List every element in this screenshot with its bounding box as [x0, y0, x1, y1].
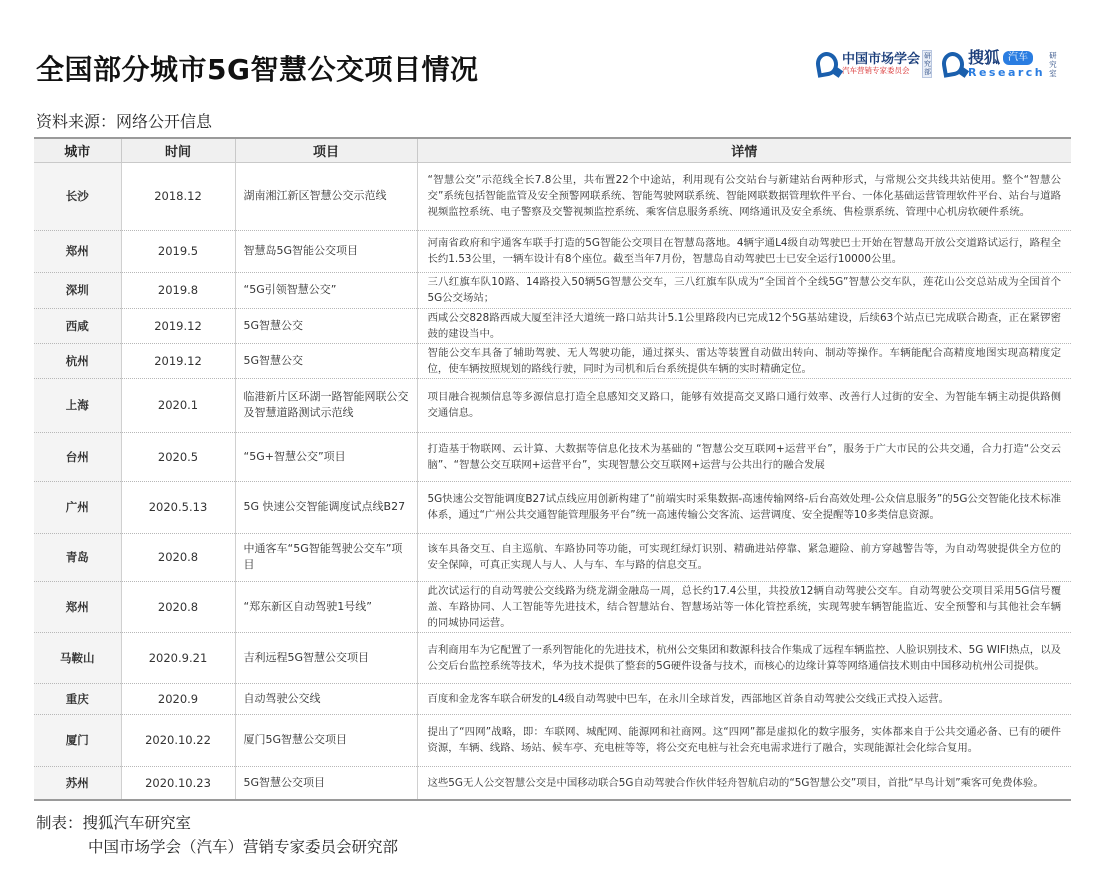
sohu-logo-icon — [940, 50, 966, 77]
cell-city: 厦门 — [34, 714, 121, 766]
cell-city: 杭州 — [34, 343, 121, 378]
header-city: 城市 — [34, 138, 121, 162]
cell-detail: 打造基于物联网、云计算、大数据等信息化技术为基础的 “智慧公交互联网+运营平台”，服务于广大市民的公共交通，合力打造“公交云脑”、“智慧公交互联网+运营平台”，实现智慧公交互联网+运营与公共出行的融合发展 — [417, 432, 1071, 481]
cell-detail: 西咸公交828路西咸大厦至沣泾大道统一路口站共计5.1公里路段内已完成12个5G基站建设，后续63个站点已完成联合勘查，正在紧锣密鼓的建设当中。 — [417, 308, 1071, 343]
cell-project: 5G智慧公交 — [235, 308, 417, 343]
header-date: 时间 — [121, 138, 235, 162]
cell-date: 2020.8 — [121, 533, 235, 581]
table-row — [34, 378, 1071, 432]
cell-project: 临港新片区环湖一路智能网联公交及智慧道路测试示范线 — [235, 378, 417, 432]
cell-detail: 这些5G无人公交智慧公交是中国移动联合5G自动驾驶合作伙伴轻舟智航启动的“5G智慧公交”项目，首批“早鸟计划”乘客可免费体验。 — [417, 766, 1071, 800]
cell-detail: 项目融合视频信息等多源信息打造全息感知交叉路口，能够有效提高交叉路口通行效率、改善行人过街的安全、为智能车辆主动提供路侧交通信息。 — [417, 378, 1071, 432]
cell-project: “5G引领智慧公交” — [235, 272, 417, 308]
cell-date: 2018.12 — [121, 162, 235, 230]
cell-city: 马鞍山 — [34, 632, 121, 683]
table-row — [34, 632, 1071, 683]
cell-project: 吉利远程5G智慧公交项目 — [235, 632, 417, 683]
cell-date: 2019.5 — [121, 230, 235, 272]
header-project: 项目 — [235, 138, 417, 162]
cell-project: 厦门5G智慧公交项目 — [235, 714, 417, 766]
cell-project: 5G智慧公交 — [235, 343, 417, 378]
cell-detail: 此次试运行的自动驾驶公交线路为绕龙湖金融岛一周，总长约17.4公里，共投放12辆自动驾驶公交车。自动驾驶公交项目采用5G信号覆盖、车路协同、人工智能等先进技术，结合智慧站台、智慧场站等一体化管控系统，实现驾驶车辆智能监近、安全预警和与其他社会车辆的同城协同运营。 — [417, 581, 1071, 632]
cell-detail: 提出了“四网”战略，即：车联网、城配网、能源网和社商网。这“四网”都是虚拟化的数字服务，实体都来自于公共交通必备、已有的硬件资源，车辆、线路、场站、候车亭、充电桩等等，将公交充电桩与社会充电需求进行了融合，实现能源社会化综合复用。 — [417, 714, 1071, 766]
page-title: 全国部分城市5G智慧公交项目情况 — [36, 53, 479, 86]
sohu-logo-main: 搜狐 — [968, 48, 1001, 67]
sohu-logo — [942, 50, 1057, 78]
sohu-logo-vert: 研究室 — [1049, 50, 1057, 78]
cell-project: “郑东新区自动驾驶1号线” — [235, 581, 417, 632]
source-note: 资料来源：网络公开信息 — [36, 112, 213, 131]
footer — [36, 811, 398, 859]
cma-logo-sub: 汽车营销专家委员会 — [842, 66, 910, 76]
cell-project: 湖南湘江新区智慧公交示范线 — [235, 162, 417, 230]
footer-line-1: 制表：搜狐汽车研究室 — [36, 814, 192, 832]
cell-detail: 智能公交车具备了辅助驾驶、无人驾驶功能，通过探头、雷达等装置自动做出转向、制动等操作。车辆能配合高精度地图实现高精度定位，使车辆按照规划的路线行驶，同时为司机和后台系统提供车辆的实时精确定位。 — [417, 343, 1071, 378]
cma-logo — [816, 50, 932, 78]
cell-date: 2019.8 — [121, 272, 235, 308]
table-row — [34, 308, 1071, 343]
table-row — [34, 432, 1071, 481]
logo-group — [816, 50, 1066, 82]
table-row — [34, 230, 1071, 272]
sohu-logo-badge: 汽车 — [1003, 51, 1033, 65]
footer-line-2: 中国市场学会（汽车）营销专家委员会研究部 — [88, 838, 399, 856]
table-row — [34, 343, 1071, 378]
cell-city: 郑州 — [34, 581, 121, 632]
cell-date: 2019.12 — [121, 308, 235, 343]
table-row — [34, 481, 1071, 533]
cell-city: 郑州 — [34, 230, 121, 272]
table-header-row — [34, 138, 1071, 162]
table-row — [34, 714, 1071, 766]
cell-detail: 该车具备交互、自主巡航、车路协同等功能，可实现红绿灯识别、精确进站停靠、紧急避险、前方穿越警告等，为自动驾驶提供全方位的安全保障，可真正实现人与人、人与车、车与路的信息交互。 — [417, 533, 1071, 581]
table-row — [34, 581, 1071, 632]
cell-project: “5G+智慧公交”项目 — [235, 432, 417, 481]
cell-project: 5G 快速公交智能调度试点线B27 — [235, 481, 417, 533]
cell-city: 重庆 — [34, 683, 121, 714]
cell-city: 台州 — [34, 432, 121, 481]
header-detail: 详情 — [417, 138, 1071, 162]
table-row — [34, 533, 1071, 581]
cma-logo-vert: 研究部 — [924, 52, 932, 76]
cell-date: 2020.5.13 — [121, 481, 235, 533]
cell-detail: 吉利商用车为它配置了一系列智能化的先进技术，杭州公交集团和数源科技合作集成了远程车辆监控、人脸识别技术、5G WIFI热点，以及公交后台监控系统等技术，华为技术提供了整套的5G硬件设备与技术，而核心的边缘计算等网络通信技术则由中国移动杭州公司提供。 — [417, 632, 1071, 683]
table-row — [34, 162, 1071, 230]
cell-date: 2020.9 — [121, 683, 235, 714]
sohu-logo-sub: Research — [968, 65, 1046, 79]
cell-city: 苏州 — [34, 766, 121, 800]
cell-detail: 三八红旗车队10路、14路投入50辆5G智慧公交车，三八红旗车队成为“全国首个全线5G”智慧公交车队，莲花山公交总站成为全国首个5G公交场站； — [417, 272, 1071, 308]
table-row — [34, 683, 1071, 714]
cell-city: 深圳 — [34, 272, 121, 308]
table-row — [34, 272, 1071, 308]
cell-city: 西咸 — [34, 308, 121, 343]
cell-project: 自动驾驶公交线 — [235, 683, 417, 714]
cell-project: 中通客车“5G智能驾驶公交车”项目 — [235, 533, 417, 581]
table-row — [34, 766, 1071, 800]
cell-date: 2020.8 — [121, 581, 235, 632]
cell-city: 上海 — [34, 378, 121, 432]
cell-project: 5G智慧公交项目 — [235, 766, 417, 800]
cma-logo-main: 中国市场学会 — [842, 51, 921, 67]
cell-date: 2020.10.23 — [121, 766, 235, 800]
cma-logo-icon — [814, 50, 840, 77]
cell-date: 2019.12 — [121, 343, 235, 378]
cell-detail: 百度和金龙客车联合研发的L4级自动驾驶中巴车，在永川全球首发，西部地区首条自动驾驶公交线正式投入运营。 — [417, 683, 1071, 714]
cell-city: 长沙 — [34, 162, 121, 230]
cell-detail: 河南省政府和宇通客车联手打造的5G智能公交项目在智慧岛落地。4辆宇通L4级自动驾驶巴士开始在智慧岛开放公交道路试运行，路程全长约1.53公里，一辆车设计有8个座位。截至当年7月份，智慧岛自动驾驶巴士已安全运行10000公里。 — [417, 230, 1071, 272]
cell-date: 2020.9.21 — [121, 632, 235, 683]
cell-date: 2020.5 — [121, 432, 235, 481]
cell-detail: 5G快速公交智能调度B27试点线应用创新构建了“前端实时采集数据-高速传输网络-后台高效处理-公众信息服务”的5G公交智能化技术标准体系，通过“广州公共交通智能管理服务平台”统一高速传输公交客流、运营调度、安全提醒等10多类信息资源。 — [417, 481, 1071, 533]
projects-table — [34, 137, 1071, 801]
cell-date: 2020.10.22 — [121, 714, 235, 766]
cell-date: 2020.1 — [121, 378, 235, 432]
cell-city: 青岛 — [34, 533, 121, 581]
cell-city: 广州 — [34, 481, 121, 533]
cell-detail: “智慧公交”示范线全长7.8公里，共布置22个中途站，利用现有公交站台与新建站台两种形式，与常规公交共线共站使用。整个“智慧公交”系统包括智能监管及安全预警网联系统、智能驾驶网联系统、智能网联数据管理软件平台、一体化基础运营管理软件平台、站台与道路视频监控系统、电子警察及交警视频监控系统、乘客信息服务系统、网络通讯及安全系统、售检票系统、管理中心机房软硬件系统。 — [417, 162, 1071, 230]
cell-project: 智慧岛5G智能公交项目 — [235, 230, 417, 272]
